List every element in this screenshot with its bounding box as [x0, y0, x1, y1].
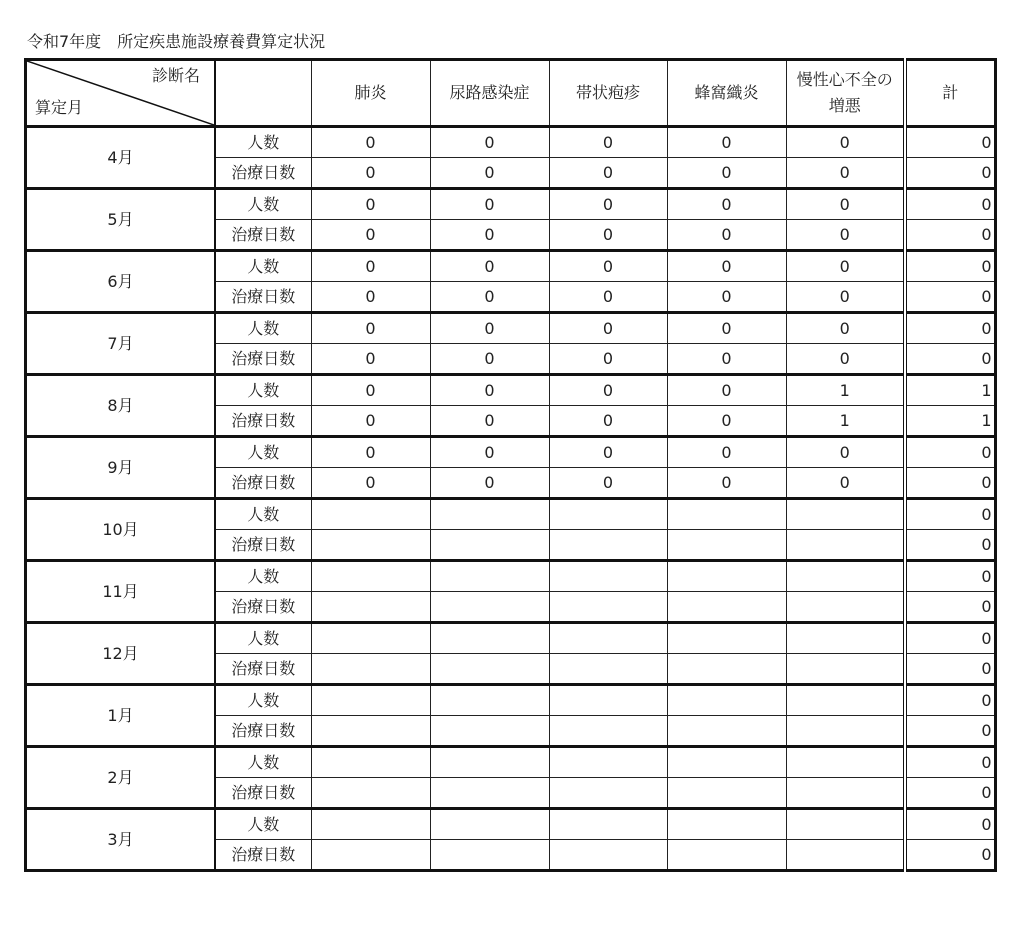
row-label-days: 治療日数	[215, 530, 311, 561]
patients-cellulitis	[667, 561, 786, 592]
patients-chf-exacerbation: 0	[786, 251, 905, 282]
blank-header-cell	[215, 60, 311, 127]
table-row	[26, 375, 996, 406]
days-herpes-zoster: 0	[549, 158, 667, 189]
patients-total: 0	[905, 685, 995, 716]
days-total: 0	[905, 840, 995, 871]
patients-chf-exacerbation	[786, 747, 905, 778]
patients-chf-exacerbation	[786, 623, 905, 654]
patients-chf-exacerbation	[786, 499, 905, 530]
days-chf-exacerbation	[786, 654, 905, 685]
patients-total: 0	[905, 437, 995, 468]
patients-uti	[430, 499, 549, 530]
days-herpes-zoster: 0	[549, 282, 667, 313]
days-cellulitis: 0	[667, 282, 786, 313]
table-row	[26, 561, 996, 592]
days-cellulitis: 0	[667, 158, 786, 189]
days-total: 0	[905, 344, 995, 375]
patients-uti	[430, 809, 549, 840]
days-uti: 0	[430, 158, 549, 189]
patients-herpes-zoster: 0	[549, 251, 667, 282]
patients-pneumonia	[311, 561, 430, 592]
header-cellulitis: 蜂窩織炎	[667, 60, 786, 127]
days-pneumonia	[311, 716, 430, 747]
days-chf-exacerbation	[786, 592, 905, 623]
patients-uti	[430, 623, 549, 654]
row-label-patients: 人数	[215, 313, 311, 344]
header-chf-exacerbation: 慢性心不全の増悪	[786, 60, 905, 127]
table-row	[26, 809, 996, 840]
days-chf-exacerbation: 0	[786, 344, 905, 375]
days-cellulitis	[667, 778, 786, 809]
days-chf-exacerbation	[786, 840, 905, 871]
header-row	[26, 60, 996, 127]
patients-herpes-zoster: 0	[549, 189, 667, 220]
days-uti: 0	[430, 282, 549, 313]
days-uti	[430, 716, 549, 747]
patients-herpes-zoster	[549, 561, 667, 592]
row-label-patients: 人数	[215, 685, 311, 716]
days-total: 0	[905, 220, 995, 251]
patients-herpes-zoster: 0	[549, 127, 667, 158]
days-herpes-zoster	[549, 654, 667, 685]
table-row	[26, 127, 996, 158]
row-label-days: 治療日数	[215, 840, 311, 871]
row-label-patients: 人数	[215, 251, 311, 282]
days-uti	[430, 592, 549, 623]
patients-pneumonia	[311, 747, 430, 778]
days-chf-exacerbation	[786, 778, 905, 809]
days-cellulitis: 0	[667, 468, 786, 499]
days-pneumonia	[311, 840, 430, 871]
patients-cellulitis: 0	[667, 127, 786, 158]
days-total: 1	[905, 406, 995, 437]
patients-pneumonia: 0	[311, 313, 430, 344]
days-herpes-zoster: 0	[549, 406, 667, 437]
patients-uti: 0	[430, 189, 549, 220]
days-total: 0	[905, 778, 995, 809]
patients-herpes-zoster: 0	[549, 437, 667, 468]
patients-total: 0	[905, 809, 995, 840]
days-chf-exacerbation: 0	[786, 468, 905, 499]
days-pneumonia	[311, 778, 430, 809]
patients-pneumonia	[311, 685, 430, 716]
patients-chf-exacerbation: 0	[786, 127, 905, 158]
days-uti: 0	[430, 406, 549, 437]
month-cell: 3月	[26, 809, 216, 871]
table-row	[26, 623, 996, 654]
days-chf-exacerbation: 1	[786, 406, 905, 437]
patients-chf-exacerbation	[786, 809, 905, 840]
row-label-patients: 人数	[215, 623, 311, 654]
days-pneumonia	[311, 530, 430, 561]
header-total: 計	[905, 60, 995, 127]
days-cellulitis	[667, 530, 786, 561]
patients-cellulitis: 0	[667, 375, 786, 406]
patients-chf-exacerbation: 0	[786, 189, 905, 220]
days-total: 0	[905, 654, 995, 685]
row-label-days: 治療日数	[215, 778, 311, 809]
page-title: 令和7年度 所定疾患施設療養費算定状況	[27, 32, 326, 51]
patients-total: 0	[905, 561, 995, 592]
days-pneumonia: 0	[311, 282, 430, 313]
patients-herpes-zoster: 0	[549, 313, 667, 344]
row-label-patients: 人数	[215, 809, 311, 840]
patients-total: 0	[905, 747, 995, 778]
days-chf-exacerbation	[786, 716, 905, 747]
row-label-days: 治療日数	[215, 282, 311, 313]
days-total: 0	[905, 158, 995, 189]
patients-herpes-zoster: 0	[549, 375, 667, 406]
days-chf-exacerbation: 0	[786, 158, 905, 189]
days-herpes-zoster	[549, 840, 667, 871]
table-row	[26, 251, 996, 282]
calculation-status-table	[24, 58, 997, 872]
patients-uti	[430, 747, 549, 778]
days-herpes-zoster: 0	[549, 220, 667, 251]
header-uti: 尿路感染症	[430, 60, 549, 127]
days-pneumonia	[311, 654, 430, 685]
patients-chf-exacerbation: 0	[786, 437, 905, 468]
patients-cellulitis: 0	[667, 189, 786, 220]
patients-total: 0	[905, 251, 995, 282]
table-row	[26, 189, 996, 220]
row-label-days: 治療日数	[215, 654, 311, 685]
days-pneumonia: 0	[311, 468, 430, 499]
days-chf-exacerbation	[786, 530, 905, 561]
days-cellulitis: 0	[667, 344, 786, 375]
row-label-days: 治療日数	[215, 344, 311, 375]
patients-chf-exacerbation	[786, 685, 905, 716]
days-uti: 0	[430, 220, 549, 251]
patients-uti: 0	[430, 251, 549, 282]
days-total: 0	[905, 716, 995, 747]
patients-uti	[430, 685, 549, 716]
month-cell: 5月	[26, 189, 216, 251]
days-uti	[430, 530, 549, 561]
days-cellulitis	[667, 840, 786, 871]
patients-pneumonia	[311, 809, 430, 840]
days-herpes-zoster	[549, 716, 667, 747]
patients-herpes-zoster	[549, 747, 667, 778]
patients-cellulitis	[667, 685, 786, 716]
days-cellulitis	[667, 654, 786, 685]
month-cell: 10月	[26, 499, 216, 561]
patients-pneumonia	[311, 623, 430, 654]
days-total: 0	[905, 468, 995, 499]
days-uti	[430, 840, 549, 871]
days-cellulitis: 0	[667, 220, 786, 251]
patients-cellulitis: 0	[667, 437, 786, 468]
days-uti: 0	[430, 344, 549, 375]
patients-cellulitis	[667, 747, 786, 778]
days-herpes-zoster: 0	[549, 468, 667, 499]
patients-pneumonia	[311, 499, 430, 530]
patients-total: 0	[905, 189, 995, 220]
patients-herpes-zoster	[549, 685, 667, 716]
patients-uti: 0	[430, 313, 549, 344]
days-herpes-zoster	[549, 592, 667, 623]
days-herpes-zoster: 0	[549, 344, 667, 375]
row-label-patients: 人数	[215, 375, 311, 406]
patients-total: 0	[905, 313, 995, 344]
patients-chf-exacerbation	[786, 561, 905, 592]
month-cell: 12月	[26, 623, 216, 685]
days-pneumonia: 0	[311, 344, 430, 375]
patients-cellulitis: 0	[667, 251, 786, 282]
table-row	[26, 499, 996, 530]
patients-total: 1	[905, 375, 995, 406]
patients-pneumonia: 0	[311, 189, 430, 220]
patients-uti: 0	[430, 437, 549, 468]
row-label-patients: 人数	[215, 747, 311, 778]
month-cell: 2月	[26, 747, 216, 809]
diagnosis-axis-label: 診断名	[151, 66, 200, 85]
days-pneumonia: 0	[311, 406, 430, 437]
header-pneumonia: 肺炎	[311, 60, 430, 127]
patients-pneumonia: 0	[311, 375, 430, 406]
patients-total: 0	[905, 499, 995, 530]
table-row	[26, 437, 996, 468]
patients-cellulitis	[667, 809, 786, 840]
days-uti	[430, 654, 549, 685]
days-chf-exacerbation: 0	[786, 220, 905, 251]
month-axis-label: 算定月	[35, 98, 84, 117]
patients-herpes-zoster	[549, 623, 667, 654]
header-herpes-zoster: 帯状疱疹	[549, 60, 667, 127]
row-label-days: 治療日数	[215, 220, 311, 251]
days-pneumonia	[311, 592, 430, 623]
days-chf-exacerbation: 0	[786, 282, 905, 313]
days-pneumonia: 0	[311, 158, 430, 189]
days-cellulitis	[667, 716, 786, 747]
patients-pneumonia: 0	[311, 251, 430, 282]
month-cell: 11月	[26, 561, 216, 623]
row-label-patients: 人数	[215, 499, 311, 530]
patients-cellulitis: 0	[667, 313, 786, 344]
row-label-days: 治療日数	[215, 158, 311, 189]
row-label-patients: 人数	[215, 437, 311, 468]
month-cell: 9月	[26, 437, 216, 499]
row-label-patients: 人数	[215, 189, 311, 220]
patients-uti	[430, 561, 549, 592]
patients-total: 0	[905, 623, 995, 654]
row-label-days: 治療日数	[215, 468, 311, 499]
patients-cellulitis	[667, 499, 786, 530]
month-cell: 4月	[26, 127, 216, 189]
patients-uti: 0	[430, 127, 549, 158]
row-label-patients: 人数	[215, 127, 311, 158]
days-herpes-zoster	[549, 778, 667, 809]
days-total: 0	[905, 530, 995, 561]
corner-header-cell	[26, 60, 216, 127]
row-label-days: 治療日数	[215, 716, 311, 747]
month-cell: 8月	[26, 375, 216, 437]
days-herpes-zoster	[549, 530, 667, 561]
patients-cellulitis	[667, 623, 786, 654]
days-uti: 0	[430, 468, 549, 499]
days-uti	[430, 778, 549, 809]
patients-uti: 0	[430, 375, 549, 406]
days-total: 0	[905, 282, 995, 313]
days-pneumonia: 0	[311, 220, 430, 251]
patients-total: 0	[905, 127, 995, 158]
row-label-days: 治療日数	[215, 592, 311, 623]
patients-chf-exacerbation: 0	[786, 313, 905, 344]
patients-herpes-zoster	[549, 809, 667, 840]
table-row	[26, 747, 996, 778]
table-row	[26, 313, 996, 344]
patients-chf-exacerbation: 1	[786, 375, 905, 406]
row-label-patients: 人数	[215, 561, 311, 592]
patients-pneumonia: 0	[311, 127, 430, 158]
days-cellulitis: 0	[667, 406, 786, 437]
month-cell: 1月	[26, 685, 216, 747]
patients-pneumonia: 0	[311, 437, 430, 468]
month-cell: 7月	[26, 313, 216, 375]
month-cell: 6月	[26, 251, 216, 313]
table-row	[26, 685, 996, 716]
patients-herpes-zoster	[549, 499, 667, 530]
days-cellulitis	[667, 592, 786, 623]
days-total: 0	[905, 592, 995, 623]
row-label-days: 治療日数	[215, 406, 311, 437]
